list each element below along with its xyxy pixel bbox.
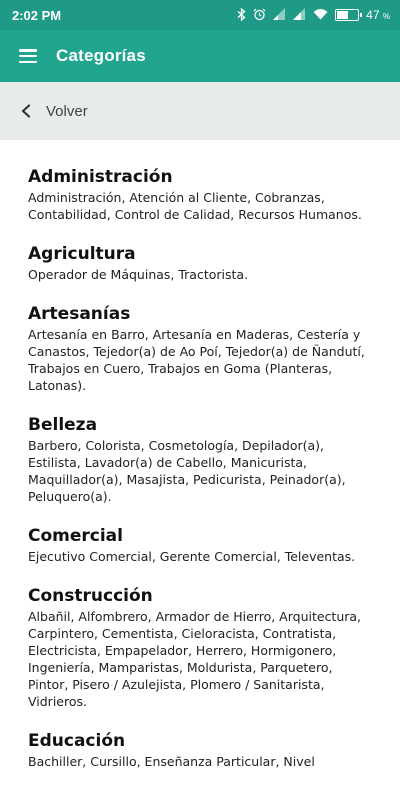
status-icons bbox=[237, 8, 390, 23]
category-item[interactable] bbox=[28, 303, 372, 394]
bluetooth-icon bbox=[237, 8, 246, 23]
category-item[interactable] bbox=[28, 730, 372, 770]
battery-percent: 47 % bbox=[366, 8, 390, 22]
back-label: Volver bbox=[46, 102, 88, 120]
category-description: Ejecutivo Comercial, Gerente Comercial, Televentas. bbox=[28, 549, 356, 564]
hamburger-menu-icon[interactable] bbox=[19, 49, 37, 63]
status-time: 2:02 PM bbox=[12, 7, 62, 23]
category-description: Barbero, Colorista, Cosmetología, Depilador(a), Estilista, Lavador(a) de Cabello, Manicurista, Maquillador(a), Masajista, Pedicurista, Peinador(a), Peluquero(a). bbox=[28, 438, 346, 504]
category-title: Comercial bbox=[28, 526, 123, 546]
category-description: Operador de Máquinas, Tractorista. bbox=[28, 267, 249, 282]
wifi-icon bbox=[313, 8, 328, 22]
category-item[interactable] bbox=[28, 243, 372, 283]
back-button[interactable] bbox=[0, 82, 400, 140]
category-item[interactable] bbox=[28, 166, 372, 223]
app-bar bbox=[0, 30, 400, 82]
category-title: Construcción bbox=[28, 586, 153, 606]
category-title: Administración bbox=[28, 167, 173, 187]
category-title: Belleza bbox=[28, 415, 98, 435]
category-title: Educación bbox=[28, 731, 126, 751]
battery-icon bbox=[335, 9, 359, 21]
chevron-left-icon bbox=[20, 104, 34, 118]
category-title: Artesanías bbox=[28, 304, 131, 324]
page-title: Categorías bbox=[56, 46, 146, 65]
status-bar bbox=[0, 0, 400, 30]
category-description: Artesanía en Barro, Artesanía en Maderas, Cestería y Canastos, Tejedor(a) de Ao Poí, Tejedor(a) de Ñandutí, Trabajos en Cuero, Trabajos en Goma (Planteras, Latonas). bbox=[28, 327, 365, 393]
signal-icon bbox=[293, 8, 306, 22]
category-description: Bachiller, Cursillo, Enseñanza Particular, Nivel bbox=[28, 754, 315, 769]
category-description: Albañil, Alfombrero, Armador de Hierro, Arquitectura, Carpintero, Cementista, Cieloracista, Contratista, Electricista, Empapelador, Herrero, Hormigonero, Ingeniería, Mamparistas, Moldurista, Parquetero, Pintor, Pisero / Azulejista, Plomero / Sanitarista, Vidrieros. bbox=[28, 609, 362, 709]
category-description: Administración, Atención al Cliente, Cobranzas, Contabilidad, Control de Calidad, Recursos Humanos. bbox=[28, 190, 362, 222]
category-item[interactable] bbox=[28, 585, 372, 710]
category-item[interactable] bbox=[28, 525, 372, 565]
signal-icon bbox=[273, 8, 286, 22]
category-title: Agricultura bbox=[28, 244, 136, 264]
category-list bbox=[0, 140, 400, 800]
category-item[interactable] bbox=[28, 414, 372, 505]
alarm-icon bbox=[253, 8, 266, 23]
